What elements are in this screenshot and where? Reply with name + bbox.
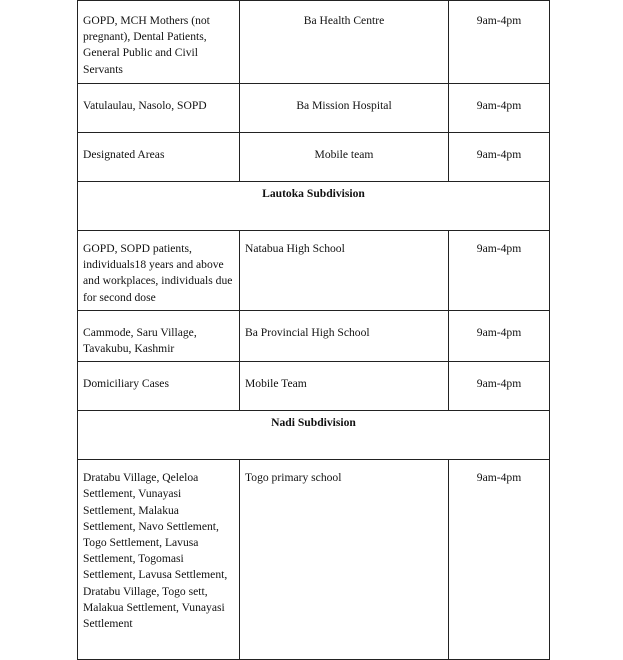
table-row bbox=[78, 231, 550, 311]
table-row bbox=[78, 133, 550, 182]
subdivision-heading-row bbox=[78, 182, 550, 231]
schedule-document bbox=[77, 0, 549, 660]
venue-cell: Mobile team bbox=[240, 133, 449, 182]
subdivision-heading-row bbox=[78, 411, 550, 460]
venue-cell: Mobile Team bbox=[240, 362, 449, 411]
target-group-cell: Domiciliary Cases bbox=[78, 362, 240, 411]
target-group-cell: GOPD, SOPD patients, individuals18 years and above and workplaces, individuals due for second dose bbox=[78, 231, 240, 311]
time-cell: 9am-4pm bbox=[449, 133, 550, 182]
time-cell: 9am-4pm bbox=[449, 362, 550, 411]
time-cell: 9am-4pm bbox=[449, 1, 550, 84]
target-group-cell: GOPD, MCH Mothers (not pregnant), Dental Patients, General Public and Civil Servants bbox=[78, 1, 240, 84]
vaccination-schedule-table bbox=[77, 0, 550, 660]
target-group-cell: Vatulaulau, Nasolo, SOPD bbox=[78, 84, 240, 133]
table-row bbox=[78, 84, 550, 133]
time-cell: 9am-4pm bbox=[449, 231, 550, 311]
table-row bbox=[78, 310, 550, 361]
venue-cell: Togo primary school bbox=[240, 460, 449, 660]
time-cell: 9am-4pm bbox=[449, 310, 550, 361]
venue-cell: Ba Health Centre bbox=[240, 1, 449, 84]
subdivision-heading: Lautoka Subdivision bbox=[78, 182, 550, 231]
target-group-cell: Designated Areas bbox=[78, 133, 240, 182]
table-row bbox=[78, 460, 550, 660]
table-row bbox=[78, 1, 550, 84]
target-group-cell: Cammode, Saru Village, Tavakubu, Kashmir bbox=[78, 310, 240, 361]
venue-cell: Ba Provincial High School bbox=[240, 310, 449, 361]
time-cell: 9am-4pm bbox=[449, 460, 550, 660]
subdivision-heading: Nadi Subdivision bbox=[78, 411, 550, 460]
target-group-cell: Dratabu Village, Qeleloa Settlement, Vunayasi Settlement, Malakua Settlement, Navo Settlement, Togo Settlement, Lavusa Settlement, Togomasi Settlement, Lavusa Settlement, Dratabu Village, Togo sett, Malakua Settlement, Vunayasi Settlement bbox=[78, 460, 240, 660]
time-cell: 9am-4pm bbox=[449, 84, 550, 133]
venue-cell: Ba Mission Hospital bbox=[240, 84, 449, 133]
venue-cell: Natabua High School bbox=[240, 231, 449, 311]
table-row bbox=[78, 362, 550, 411]
